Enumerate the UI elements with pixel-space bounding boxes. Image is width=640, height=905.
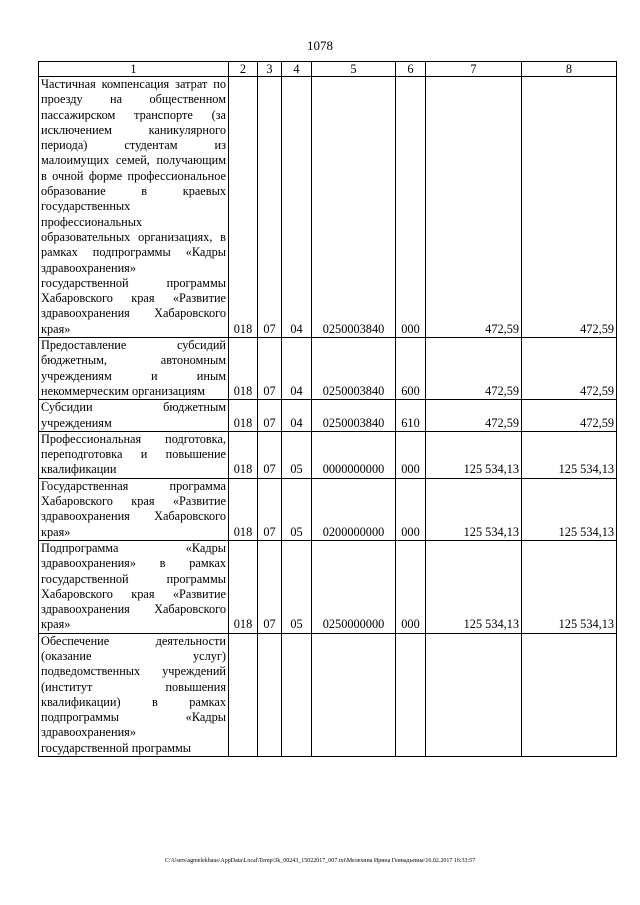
header-row <box>39 62 617 77</box>
budget-table <box>38 61 617 757</box>
expense-type-code: 000 <box>396 478 426 540</box>
table-row <box>39 77 617 338</box>
amount-col7 <box>426 633 522 756</box>
header-cell: 6 <box>396 62 426 77</box>
amount-col8: 472,59 <box>522 338 617 400</box>
expense-type-code: 000 <box>396 431 426 478</box>
target-article-code <box>312 633 396 756</box>
subsection-code: 04 <box>282 338 312 400</box>
row-description: Государственная программа Хабаровского края «Развитие здравоохранения Хабаровского края» <box>39 478 229 540</box>
amount-col8 <box>522 633 617 756</box>
target-article-code: 0250003840 <box>312 77 396 338</box>
subsection-code: 05 <box>282 540 312 633</box>
expense-type-code: 000 <box>396 540 426 633</box>
amount-col7: 472,59 <box>426 77 522 338</box>
subsection-code: 04 <box>282 77 312 338</box>
ministry-code: 018 <box>229 400 258 432</box>
table-row <box>39 431 617 478</box>
section-code: 07 <box>258 431 282 478</box>
section-code: 07 <box>258 478 282 540</box>
target-article-code: 0000000000 <box>312 431 396 478</box>
header-cell: 5 <box>312 62 396 77</box>
row-description: Субсидии бюджетным учреждениям <box>39 400 229 432</box>
amount-col8: 125 534,13 <box>522 478 617 540</box>
amount-col8: 125 534,13 <box>522 431 617 478</box>
table-row <box>39 478 617 540</box>
ministry-code: 018 <box>229 540 258 633</box>
amount-col7: 125 534,13 <box>426 478 522 540</box>
section-code <box>258 633 282 756</box>
target-article-code: 0250003840 <box>312 400 396 432</box>
expense-type-code: 610 <box>396 400 426 432</box>
table-row <box>39 338 617 400</box>
target-article-code: 0200000000 <box>312 478 396 540</box>
table-row <box>39 400 617 432</box>
subsection-code: 04 <box>282 400 312 432</box>
file-path-footer: C:\Users\agmelekhaus\AppData\Local\Temp\3k_00243_15022017_007.txt\Мелехина Ирина Геннадьевна\16.02.2017 16:33:57 <box>164 858 476 864</box>
subsection-code: 05 <box>282 478 312 540</box>
subsection-code: 05 <box>282 431 312 478</box>
header-cell: 4 <box>282 62 312 77</box>
amount-col7: 472,59 <box>426 400 522 432</box>
amount-col8: 472,59 <box>522 77 617 338</box>
ministry-code: 018 <box>229 431 258 478</box>
target-article-code: 0250000000 <box>312 540 396 633</box>
subsection-code <box>282 633 312 756</box>
expense-type-code: 600 <box>396 338 426 400</box>
section-code: 07 <box>258 540 282 633</box>
ministry-code: 018 <box>229 338 258 400</box>
amount-col7: 125 534,13 <box>426 431 522 478</box>
row-description: Частичная компенсация затрат по проезду на общественном пассажирском транспорте (за исключением каникулярного периода) студентам из малоимущих семей, получающим в очной форме профессиональное образование в краевых государственных профессиональных образовательных организациях, в рамках подпрограммы «Кадры здравоохранения» государственной программы Хабаровского края «Развитие здравоохранения Хабаровского края» <box>39 77 229 338</box>
ministry-code: 018 <box>229 478 258 540</box>
row-description: Подпрограмма «Кадры здравоохранения» в рамках государственной программы Хабаровского края «Развитие здравоохранения Хабаровского края» <box>39 540 229 633</box>
amount-col8: 125 534,13 <box>522 540 617 633</box>
target-article-code: 0250003840 <box>312 338 396 400</box>
header-cell: 8 <box>522 62 617 77</box>
header-cell: 7 <box>426 62 522 77</box>
page-number: 1078 <box>307 38 333 53</box>
row-description: Предоставление субсидий бюджетным, автономным учреждениям и иным некоммерческим организациям <box>39 338 229 400</box>
header-cell: 1 <box>39 62 229 77</box>
ministry-code: 018 <box>229 77 258 338</box>
section-code: 07 <box>258 400 282 432</box>
ministry-code <box>229 633 258 756</box>
header-cell: 3 <box>258 62 282 77</box>
amount-col7: 472,59 <box>426 338 522 400</box>
row-description: Профессиональная подготовка, переподготовка и повышение квалификации <box>39 431 229 478</box>
amount-col7: 125 534,13 <box>426 540 522 633</box>
table-row <box>39 540 617 633</box>
section-code: 07 <box>258 77 282 338</box>
header-cell: 2 <box>229 62 258 77</box>
table-row <box>39 633 617 756</box>
row-description: Обеспечение деятельности (оказание услуг) подведомственных учреждений (институт повышения квалификации) в рамках подпрограммы «Кадры здравоохранения» государственной программы <box>39 633 229 756</box>
section-code: 07 <box>258 338 282 400</box>
expense-type-code <box>396 633 426 756</box>
amount-col8: 472,59 <box>522 400 617 432</box>
expense-type-code: 000 <box>396 77 426 338</box>
